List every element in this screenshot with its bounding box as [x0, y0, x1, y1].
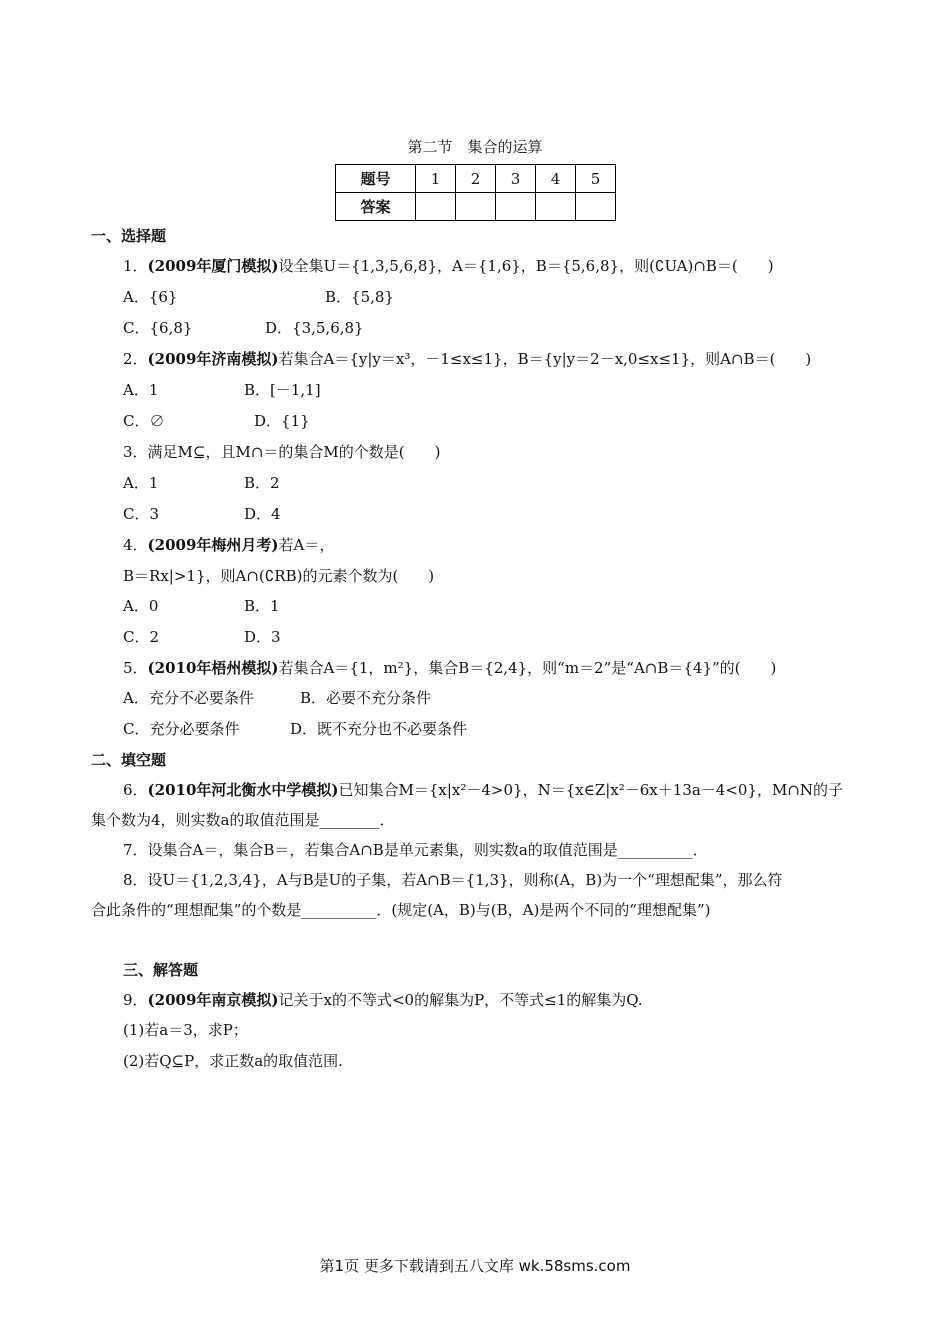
question-number: 4．: [123, 536, 148, 554]
answer-cell: [496, 193, 536, 221]
question-text: 设全集U＝{1,3,5,6,8}，A＝{1,6}，B＝{5,6,8}，则(∁UA)∩B＝( ): [278, 257, 774, 275]
option-b: B．1: [244, 597, 280, 615]
question-text: 若集合A＝{y|y＝x³，－1≤x≤1}，B＝{y|y＝2－x,0≤x≤1}，则A∩B＝( ): [278, 350, 812, 368]
question-number-cell: 3: [496, 165, 536, 193]
question-source: (2010年梧州模拟): [147, 659, 279, 677]
answer-cell: [536, 193, 576, 221]
page-title: 第二节 集合的运算: [407, 138, 543, 156]
question-number: 2．: [123, 350, 148, 368]
option-d: D．既不充分也不必要条件: [290, 720, 468, 738]
answer-label: 答案: [336, 193, 416, 221]
question-number: 1．: [123, 257, 148, 275]
question-number: 9．: [123, 991, 148, 1009]
option-a: A．1: [123, 381, 159, 399]
question-4-line-2: B＝Rx|>1}，则A∩(∁RB)的元素个数为( ): [123, 567, 435, 585]
option-b: B．[－1,1]: [244, 381, 321, 399]
question-source: (2009年济南模拟): [147, 350, 279, 368]
question-text: 若A＝，: [278, 536, 335, 554]
question-text: 已知集合M＝{x|x²－4>0}，N＝{x∈Z|x²－6x＋13a－4<0}，M∩N的子: [338, 781, 844, 799]
question-6: [123, 780, 843, 800]
option-a: A．0: [123, 597, 159, 615]
question-number: 6．: [123, 781, 148, 799]
answer-table-header-row: [336, 165, 616, 193]
question-9-part-2: (2)若Q⊆P，求正数a的取值范围.: [123, 1052, 343, 1070]
answer-cell: [576, 193, 616, 221]
section-heading-fill: 二、填空题: [91, 751, 167, 769]
option-b: B．2: [244, 474, 280, 492]
question-2: [123, 349, 811, 369]
question-3: 3．满足M⊆，且M∩＝的集合M的个数是( ): [123, 443, 441, 461]
option-d: D．{1}: [254, 412, 310, 430]
question-6-line-2: 集个数为4，则实数a的取值范围是________．: [91, 811, 395, 829]
option-a: A．充分不必要条件: [123, 689, 254, 707]
question-number-cell: 1: [416, 165, 456, 193]
option-d: D．3: [244, 628, 281, 646]
option-b: B．{5,8}: [325, 288, 394, 306]
question-5: [123, 658, 776, 678]
question-source: (2009年南京模拟): [147, 991, 279, 1009]
question-source: (2010年河北衡水中学模拟): [147, 781, 339, 799]
question-text: 记关于x的不等式<0的解集为P，不等式≤1的解集为Q.: [278, 991, 643, 1009]
question-8: 8．设U＝{1,2,3,4}，A与B是U的子集，若A∩B＝{1,3}，则称(A，B)为一个“理想配集”，那么符: [123, 871, 783, 889]
answer-table: [335, 164, 616, 221]
question-9: [123, 990, 643, 1010]
page-footer: 第1页 更多下载请到五八文库 wk.58sms.com: [319, 1257, 631, 1275]
question-source: (2009年梅州月考): [147, 536, 279, 554]
answer-cell: [456, 193, 496, 221]
section-heading-solve: 三、解答题: [123, 961, 199, 979]
option-a: A．1: [123, 474, 159, 492]
answer-cell: [416, 193, 456, 221]
question-9-part-1: (1)若a＝3，求P；: [123, 1021, 248, 1039]
option-d: D．{3,5,6,8}: [265, 319, 364, 337]
option-c: C．3: [123, 505, 160, 523]
question-7: 7．设集合A＝，集合B＝，若集合A∩B是单元素集，则实数a的取值范围是__________．: [123, 841, 708, 859]
option-c: C．2: [123, 628, 160, 646]
question-4: [123, 535, 334, 555]
question-number-label: 题号: [336, 165, 416, 193]
question-source: (2009年厦门模拟): [147, 257, 279, 275]
option-b: B．必要不充分条件: [300, 689, 432, 707]
section-heading-choice: 一、选择题: [91, 227, 167, 245]
question-8-line-2: 合此条件的“理想配集”的个数是__________．(规定(A，B)与(B，A)是两个不同的“理想配集”): [91, 901, 711, 919]
question-number: 5．: [123, 659, 148, 677]
question-text: 若集合A＝{1，m²}，集合B＝{2,4}，则“m＝2”是“A∩B＝{4}”的( ): [278, 659, 777, 677]
question-1: [123, 256, 774, 276]
option-c: C．{6,8}: [123, 319, 193, 337]
option-a: A．{6}: [123, 288, 178, 306]
answer-table-answer-row: [336, 193, 616, 221]
option-c: C．∅: [123, 412, 165, 430]
question-number-cell: 4: [536, 165, 576, 193]
question-number-cell: 2: [456, 165, 496, 193]
option-d: D．4: [244, 505, 281, 523]
option-c: C．充分必要条件: [123, 720, 240, 738]
question-number-cell: 5: [576, 165, 616, 193]
